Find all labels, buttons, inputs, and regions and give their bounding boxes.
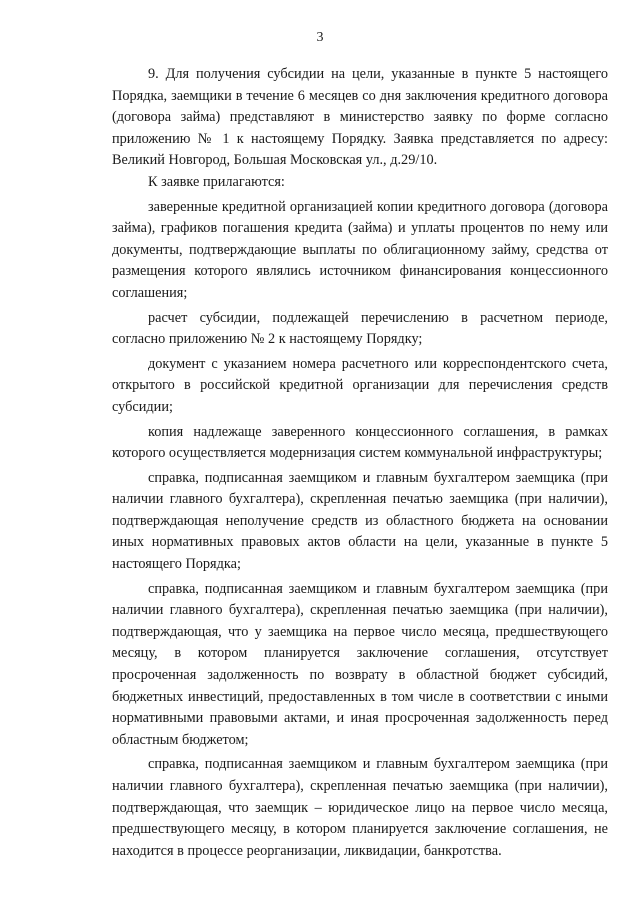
attachments-intro: К заявке прилагаются:	[148, 173, 285, 190]
attachment-certificate-no-debt: справка, подписанная заемщиком и главным бухгалтером заемщика (при наличии главного бухгалтера), скрепленная печатью заемщика (при наличии), подтверждающая, что у заемщика на первое число месяца, предшествующего месяцу, в котором планируется заключение соглашения, отсутствует просроченная задолженность по возврату в областной бюджет субсидий, бюджетных инвестиций, предоставленных в том числе в соответствии с иными нормативными правовыми актами, и иная просроченная задолженность перед областным бюджетом;	[112, 580, 608, 748]
attachment-certificate-no-reorganization: справка, подписанная заемщиком и главным бухгалтером заемщика (при наличии главного бухгалтера), скрепленная печатью заемщика (при наличии), подтверждающая, что заемщик – юридическое лицо на первое число месяца, предшествующего месяцу, в котором планируется заключение соглашения, не находится в процессе реорганизации, ликвидации, банкротства.	[112, 756, 608, 859]
attachment-loan-copies: заверенные кредитной организацией копии кредитного договора (договора займа), графиков погашения кредита (займа) и уплаты процентов по нему или документы, подтверждающие выплаты по облигационному займу, средства от размещения которого являлись источником финансирования концессионного соглашения;	[112, 198, 608, 301]
page-number: 3	[316, 30, 324, 45]
attachment-subsidy-calculation: расчет субсидии, подлежащей перечислению в расчетном периоде, согласно приложению № 2 к настоящему Порядку;	[112, 309, 608, 348]
attachment-concession-copy: копия надлежаще заверенного концессионного соглашения, в рамках которого осуществляется модернизация систем коммунальной инфраструктуры;	[112, 423, 608, 462]
document-body	[112, 64, 608, 862]
attachment-account-document: документ с указанием номера расчетного или корреспондентского счета, открытого в российской кредитной организации для перечисления средств субсидии;	[112, 355, 608, 415]
attachment-certificate-no-funds: справка, подписанная заемщиком и главным бухгалтером заемщика (при наличии главного бухгалтера), скрепленная печатью заемщика (при наличии), подтверждающая неполучение средств из областного бюджета на основании иных нормативных правовых актов области на цели, указанные в пункте 5 настоящего Порядка;	[112, 469, 608, 573]
paragraph-item-9: 9. Для получения субсидии на цели, указанные в пункте 5 настоящего Порядка, заемщики в течение 6 месяцев со дня заключения кредитного договора (договора займа) представляют в министерство заявку по форме согласно приложению № 1 к настоящему Порядку. Заявка представляется по адресу: Великий Новгород, Большая Московская ул., д.29/10.	[112, 66, 608, 169]
